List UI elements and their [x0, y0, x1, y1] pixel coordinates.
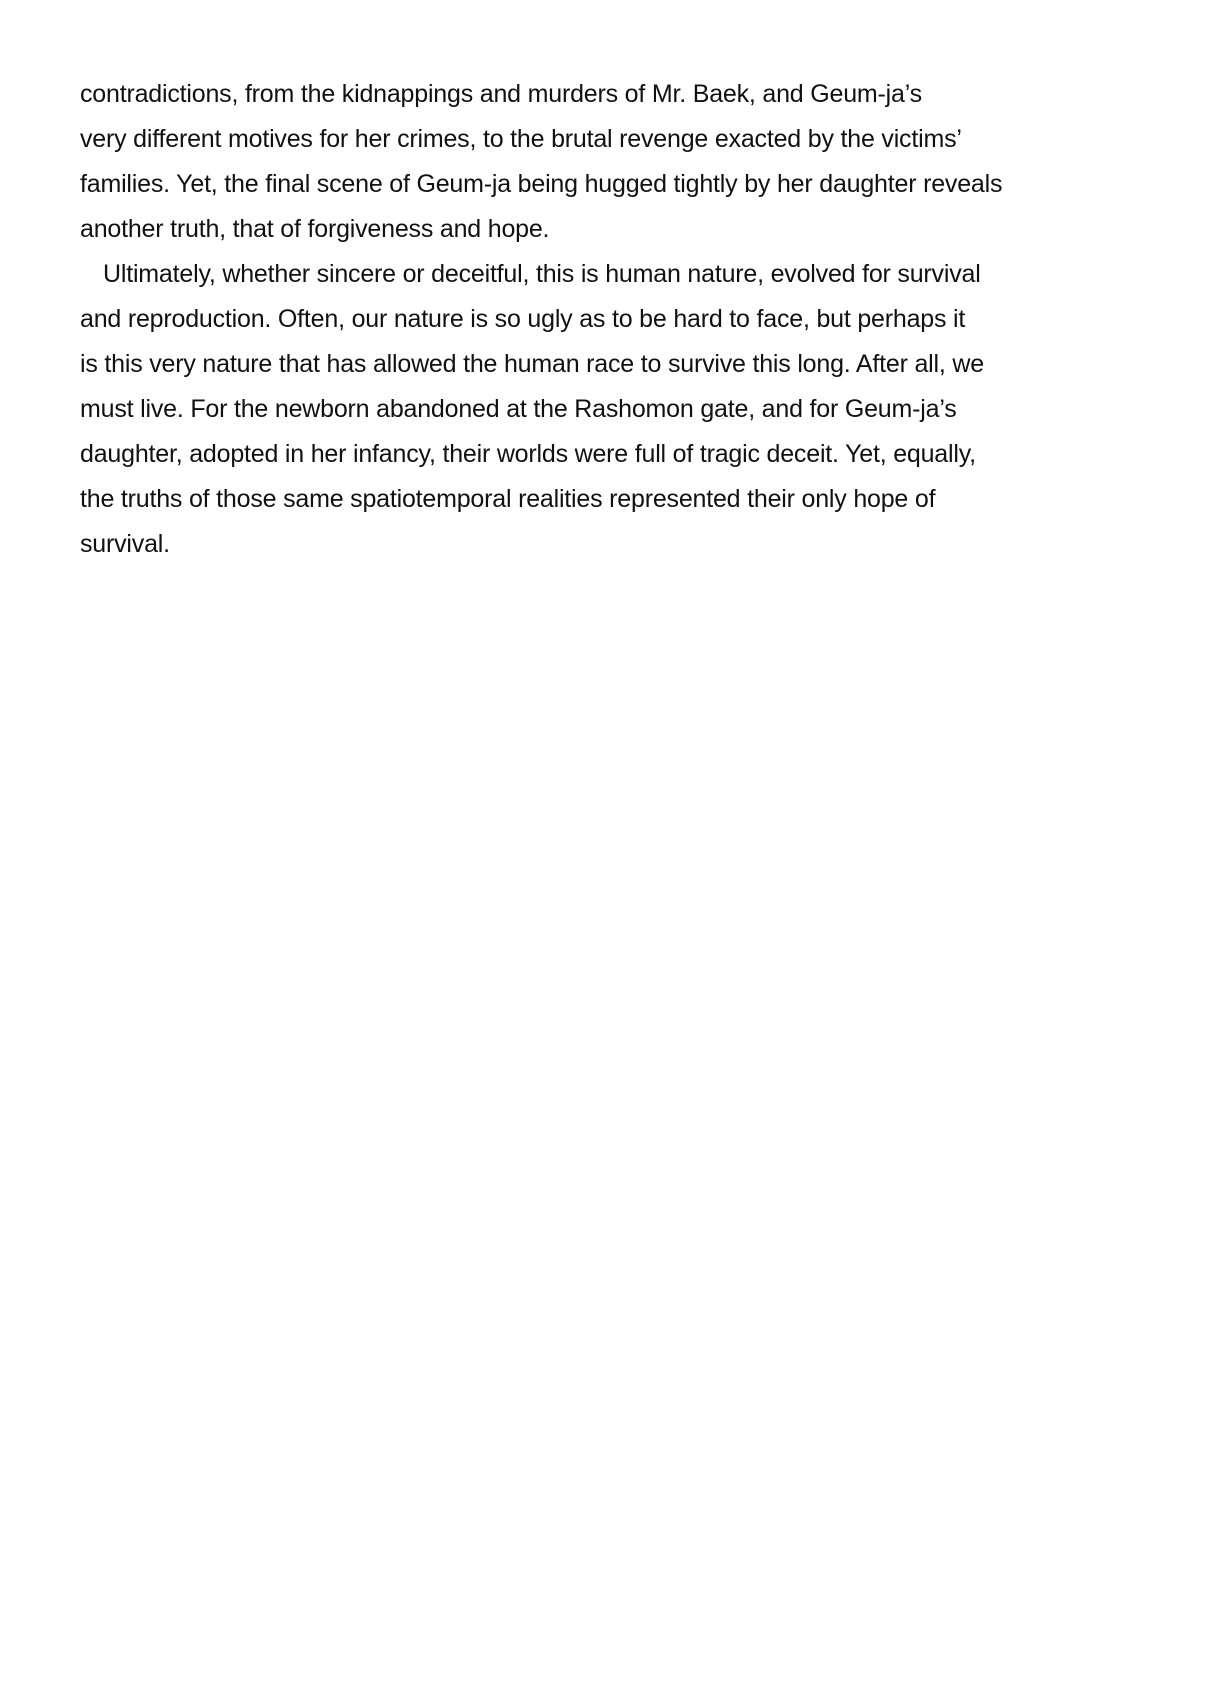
text-line: very different motives for her crimes, to the brutal revenge exacted by the victims’: [80, 125, 962, 153]
text-line: families. Yet, the final scene of Geum-ja being hugged tightly by her daughter reveals: [80, 170, 1003, 198]
paragraph-1: [80, 72, 1160, 252]
text-line: and reproduction. Often, our nature is so ugly as to be hard to face, but perhaps it: [80, 305, 966, 333]
text-line: contradictions, from the kidnappings and murders of Mr. Baek, and Geum-ja’s: [80, 80, 922, 108]
text-line: daughter, adopted in her infancy, their worlds were full of tragic deceit. Yet, equally,: [80, 440, 976, 468]
text-line: survival.: [80, 530, 170, 558]
text-line: Ultimately, whether sincere or deceitful, this is human nature, evolved for survival: [103, 260, 981, 288]
text-line: another truth, that of forgiveness and hope.: [80, 215, 550, 243]
text-line: is this very nature that has allowed the human race to survive this long. After all, we: [80, 350, 984, 378]
body-text: [80, 72, 1160, 567]
text-line: must live. For the newborn abandoned at the Rashomon gate, and for Geum-ja’s: [80, 395, 957, 423]
paragraph-2: [80, 252, 1160, 567]
text-line: the truths of those same spatiotemporal realities represented their only hope of: [80, 485, 936, 513]
